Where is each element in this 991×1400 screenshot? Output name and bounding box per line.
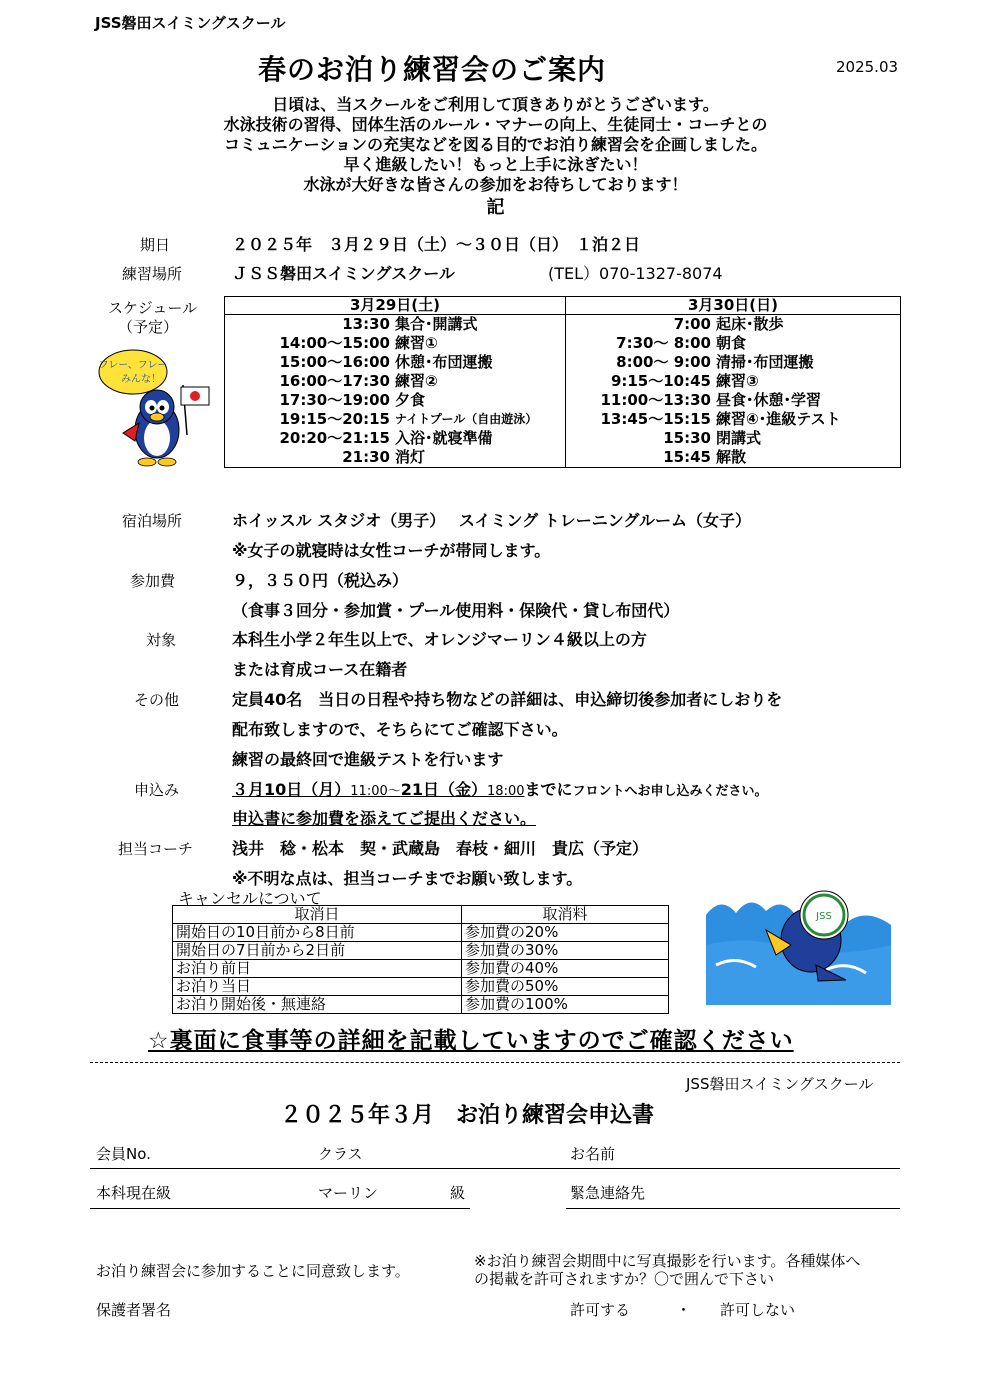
schedule-row: 15:00～16:00 休憩･布団運搬 xyxy=(279,353,493,371)
place-label: 練習場所 xyxy=(122,265,183,283)
cancel-table xyxy=(172,905,669,1014)
tel-number: (TEL）070-1327-8074 xyxy=(548,264,723,283)
place-value: ＪＳＳ磐田スイミングスクール xyxy=(232,264,455,283)
marlin-label: マーリン xyxy=(318,1184,379,1202)
schedule-row: 13:45～15:15 練習④･進級テスト xyxy=(600,410,841,428)
cancel-col-date: 取消日 xyxy=(173,906,462,924)
target-value-1: 本科生小学２年生以上で、オレンジマーリン４級以上の方 xyxy=(232,630,647,649)
option-separator: ・ xyxy=(676,1301,692,1319)
apply-label: 申込み xyxy=(134,781,180,799)
schedule-row: 20:20～21:15 入浴･就寝準備 xyxy=(279,429,493,447)
deny-option[interactable]: 許可しない xyxy=(720,1301,796,1319)
schedule-day2-cell xyxy=(566,315,901,468)
mascot-illustration xyxy=(95,345,215,470)
mascot-text-2: みんな！ xyxy=(121,374,161,385)
form-school-name: JSS磐田スイミングスクール xyxy=(686,1075,874,1093)
schedule-row: 14:00～15:00 練習① xyxy=(279,334,438,352)
table-row: お泊り当日 参加費の50% xyxy=(173,978,669,996)
apply-value: ３月10日（月）11:00～21日（金）18:00までにフロントへお申し込みください。 xyxy=(232,780,768,799)
date-label: 期日 xyxy=(140,236,171,254)
back-side-notice: ☆裏面に食事等の詳細を記載していますのでご確認ください xyxy=(148,1028,794,1054)
schedule-day2-header: 3月30日(日) xyxy=(566,297,901,315)
target-label: 対象 xyxy=(146,631,177,649)
allow-option[interactable]: 許可する xyxy=(570,1301,631,1319)
lodging-value: ホイッスル スタジオ（男子） スイミング トレーニングルーム（女子） xyxy=(232,511,751,530)
ki-heading: 記 xyxy=(486,197,505,218)
schedule-day1-cell xyxy=(225,315,566,468)
current-level-label[interactable]: 本科現在級 xyxy=(96,1184,172,1202)
date-value: ２０２５年 ３月２９日（土）～３０日（日） １泊２日 xyxy=(232,235,641,254)
table-row: 開始日の10日前から8日前 参加費の20% xyxy=(173,924,669,942)
issue-date: 2025.03 xyxy=(836,58,899,76)
class-label[interactable]: クラス xyxy=(318,1145,363,1163)
penguin-cheer-icon xyxy=(95,345,215,470)
schedule-row: 9:15～10:45 練習③ xyxy=(610,372,759,390)
intro-line-2: 水泳技術の習得、団体生活のルール・マナーの向上、生徒同士・コーチとの xyxy=(223,115,768,134)
schedule-row: 7:30～ 8:00 朝食 xyxy=(616,334,747,352)
schedule-row: 17:30～19:00 夕食 xyxy=(279,391,426,409)
cut-line xyxy=(90,1062,900,1063)
apply-note: 申込書に参加費を添えてご提出ください。 xyxy=(232,809,537,828)
photo-note-1: ※お泊り練習会期間中に写真撮影を行います。各種媒体へ xyxy=(474,1252,861,1270)
other-value-3: 練習の最終回で進級テストを行います xyxy=(232,750,504,769)
school-name: JSS磐田スイミングスクール xyxy=(95,14,286,32)
intro-line-1: 日頃は、当スクールをご利用して頂きありがとうございます。 xyxy=(272,95,719,114)
cancel-title: キャンセルについて xyxy=(178,889,322,908)
table-row: お泊り前日 参加費の40% xyxy=(173,960,669,978)
member-no-label[interactable]: 会員No. xyxy=(96,1145,151,1163)
coach-value: 浅井 稔・松本 契・武蔵島 春枝・細川 貴広（予定） xyxy=(232,839,649,858)
target-value-2: または育成コース在籍者 xyxy=(232,660,408,679)
kyu-label: 級 xyxy=(450,1184,466,1202)
schedule-row: 19:15～20:15 ナイトプール（自由遊泳） xyxy=(279,410,538,428)
lodging-note: ※女子の就寝時は女性コーチが帯同します。 xyxy=(232,541,551,560)
other-value-2: 配布致しますので、そちらにてご確認下さい。 xyxy=(232,720,568,739)
schedule-row: 7:00 起床･散歩 xyxy=(673,315,784,333)
mascot-text-1: フレー、フレー xyxy=(98,360,168,371)
svg-text:JSS: JSS xyxy=(816,911,832,922)
page-title: 春のお泊り練習会のご案内 xyxy=(258,53,607,86)
guardian-signature-label[interactable]: 保護者署名 xyxy=(96,1301,172,1319)
intro-line-5: 水泳が大好きな皆さんの参加をお待ちしております！ xyxy=(303,175,688,194)
schedule-row: 15:45 解散 xyxy=(663,448,747,466)
fee-value: ９，３５０円（税込み） xyxy=(232,571,409,590)
lodging-label: 宿泊場所 xyxy=(122,512,183,530)
name-label[interactable]: お名前 xyxy=(570,1145,616,1163)
swimming-mascot-illustration xyxy=(706,885,891,1005)
schedule-row: 21:30 消灯 xyxy=(342,448,426,466)
cancel-col-fee: 取消料 xyxy=(462,906,669,924)
other-label: その他 xyxy=(134,691,180,709)
intro-line-4: 早く進級したい！もっと上手に泳ぎたい！ xyxy=(343,155,648,174)
schedule-row: 11:00～13:30 昼食･休憩･学習 xyxy=(600,391,822,409)
form-title: ２０２５年３月 お泊り練習会申込書 xyxy=(280,1103,655,1128)
fee-label: 参加費 xyxy=(130,572,176,590)
form-line-1 xyxy=(90,1168,900,1169)
table-row: 開始日の7日前から2日前 参加費の30% xyxy=(173,942,669,960)
schedule-row: 8:00～ 9:00 清掃･布団運搬 xyxy=(616,353,814,371)
other-value-1: 定員40名 当日の日程や持ち物などの詳細は、申込締切後参加者にしおりを xyxy=(232,690,783,709)
schedule-label-note: （予定） xyxy=(118,318,179,336)
form-line-2b xyxy=(566,1208,900,1209)
penguin-swimming-icon xyxy=(706,885,891,1005)
schedule-row: 16:00～17:30 練習② xyxy=(279,372,438,390)
coach-note: ※不明な点は、担当コーチまでお願い致します。 xyxy=(232,869,583,888)
emergency-label[interactable]: 緊急連絡先 xyxy=(570,1184,646,1202)
coach-label: 担当コーチ xyxy=(118,840,194,858)
photo-note-2: の掲載を許可されますか？〇で囲んで下さい xyxy=(474,1270,775,1288)
schedule-day1-header: 3月29日(土) xyxy=(225,297,566,315)
schedule-label: スケジュール xyxy=(108,299,198,317)
schedule-row: 15:30 閉講式 xyxy=(663,429,762,447)
form-line-2a xyxy=(90,1208,470,1209)
fee-note: （食事３回分・参加賞・プール使用料・保険代・貸し布団代） xyxy=(232,601,680,620)
table-row: お泊り開始後・無連絡 参加費の100% xyxy=(173,996,669,1014)
schedule-table xyxy=(224,296,901,468)
consent-text: お泊り練習会に参加することに同意致します。 xyxy=(96,1262,410,1280)
intro-line-3: コミュニケーションの充実などを図る目的でお泊り練習会を企画しました。 xyxy=(223,135,768,154)
schedule-row: 13:30 集合･開講式 xyxy=(342,315,478,333)
